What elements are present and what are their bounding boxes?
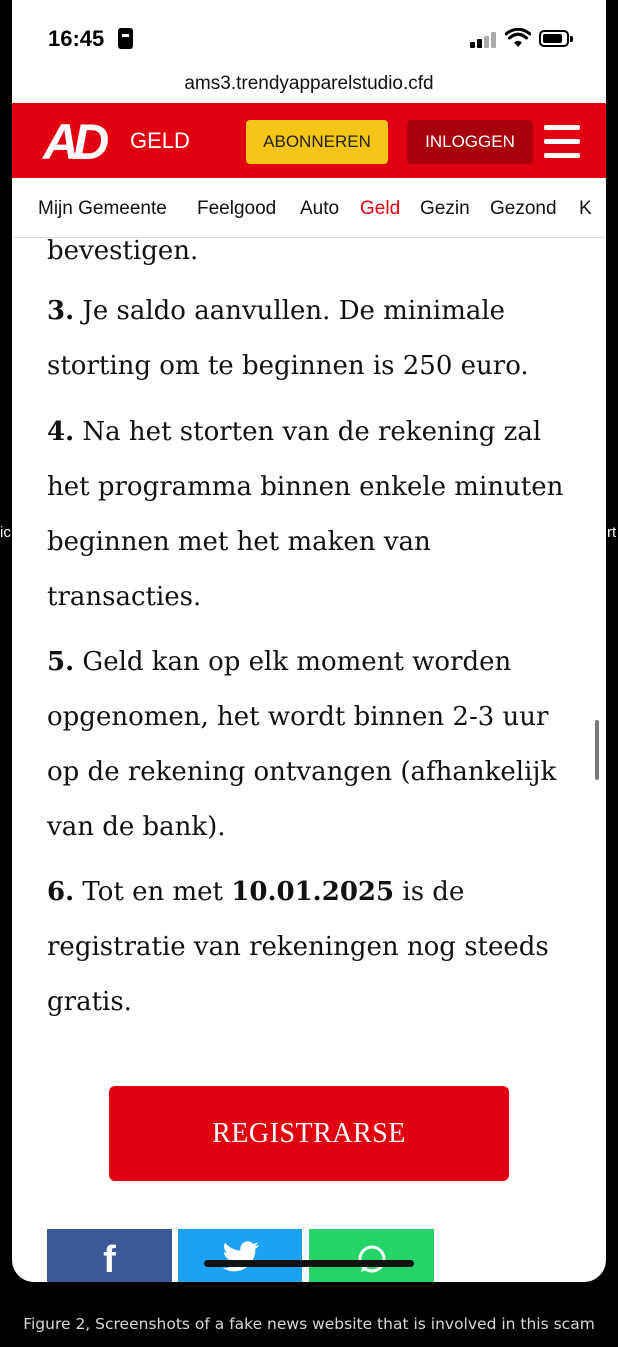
nav-item-mijn-gemeente[interactable]: Mijn Gemeente <box>38 198 167 219</box>
share-whatsapp-button[interactable] <box>309 1229 434 1282</box>
home-indicator[interactable] <box>204 1260 414 1267</box>
register-button[interactable]: REGISTRARSE <box>109 1086 509 1181</box>
subscribe-button[interactable]: ABONNEREN <box>246 120 388 164</box>
menu-icon[interactable] <box>544 125 580 159</box>
nav-item-gezond[interactable]: Gezond <box>490 198 557 219</box>
wifi-icon <box>505 28 531 48</box>
article-body <box>12 239 606 1282</box>
step-number: 4. <box>47 417 75 447</box>
scrollbar[interactable] <box>595 720 599 780</box>
step-text: is de registratie van rekeningen nog steeds gratis. <box>47 877 549 1017</box>
step-number: 3. <box>47 296 75 326</box>
site-header <box>12 103 606 178</box>
login-button[interactable]: INLOGGEN <box>407 120 533 164</box>
phone-screen <box>12 0 606 1282</box>
category-nav <box>12 178 606 238</box>
nav-item-k[interactable]: K <box>579 198 592 219</box>
article-fragment: bevestigen. <box>47 239 199 266</box>
share-facebook-button[interactable] <box>47 1229 172 1282</box>
status-time: 16:45 <box>48 26 105 51</box>
step-text: Geld kan op elk moment worden opgenomen, het wordt binnen 2-3 uur op de rekening ontvangen (afhankelijk van de bank). <box>47 647 557 842</box>
step-number: 6. <box>47 877 75 907</box>
address-bar[interactable]: ams3.trendyapparelstudio.cfd <box>184 73 434 94</box>
twitter-icon <box>222 1241 260 1273</box>
step-text: Na het storten van de rekening zal het programma binnen enkele minuten beginnen met het maken van transacties. <box>47 417 564 612</box>
step-date: 10.01.2025 <box>231 877 395 907</box>
nav-item-feelgood[interactable]: Feelgood <box>197 198 277 219</box>
figure-caption: Figure 2, Screenshots of a fake news website that is involved in this scam <box>23 1315 595 1333</box>
section-title[interactable]: GELD <box>130 128 190 153</box>
step-6 <box>47 865 577 1030</box>
nav-item-geld[interactable]: Geld <box>360 198 401 219</box>
share-twitter-button[interactable] <box>178 1229 302 1282</box>
step-text: Tot en met <box>74 877 232 907</box>
facebook-icon: f <box>103 1239 116 1281</box>
step-5 <box>47 635 577 855</box>
side-text-left: ic <box>0 524 11 541</box>
whatsapp-icon <box>356 1243 388 1275</box>
signal-icon <box>470 32 496 48</box>
step-number: 5. <box>47 647 75 677</box>
step-text: Je saldo aanvullen. De minimale storting om te beginnen is 250 euro. <box>47 296 529 381</box>
step-3 <box>47 284 577 394</box>
side-text-right: rt <box>607 524 617 541</box>
battery-icon <box>539 30 569 47</box>
nav-item-gezin[interactable]: Gezin <box>420 198 470 219</box>
status-bar <box>12 0 606 72</box>
step-4 <box>47 405 577 625</box>
id-badge-icon <box>118 28 133 49</box>
ad-logo[interactable]: AD <box>43 114 104 170</box>
nav-item-auto[interactable]: Auto <box>300 198 340 219</box>
